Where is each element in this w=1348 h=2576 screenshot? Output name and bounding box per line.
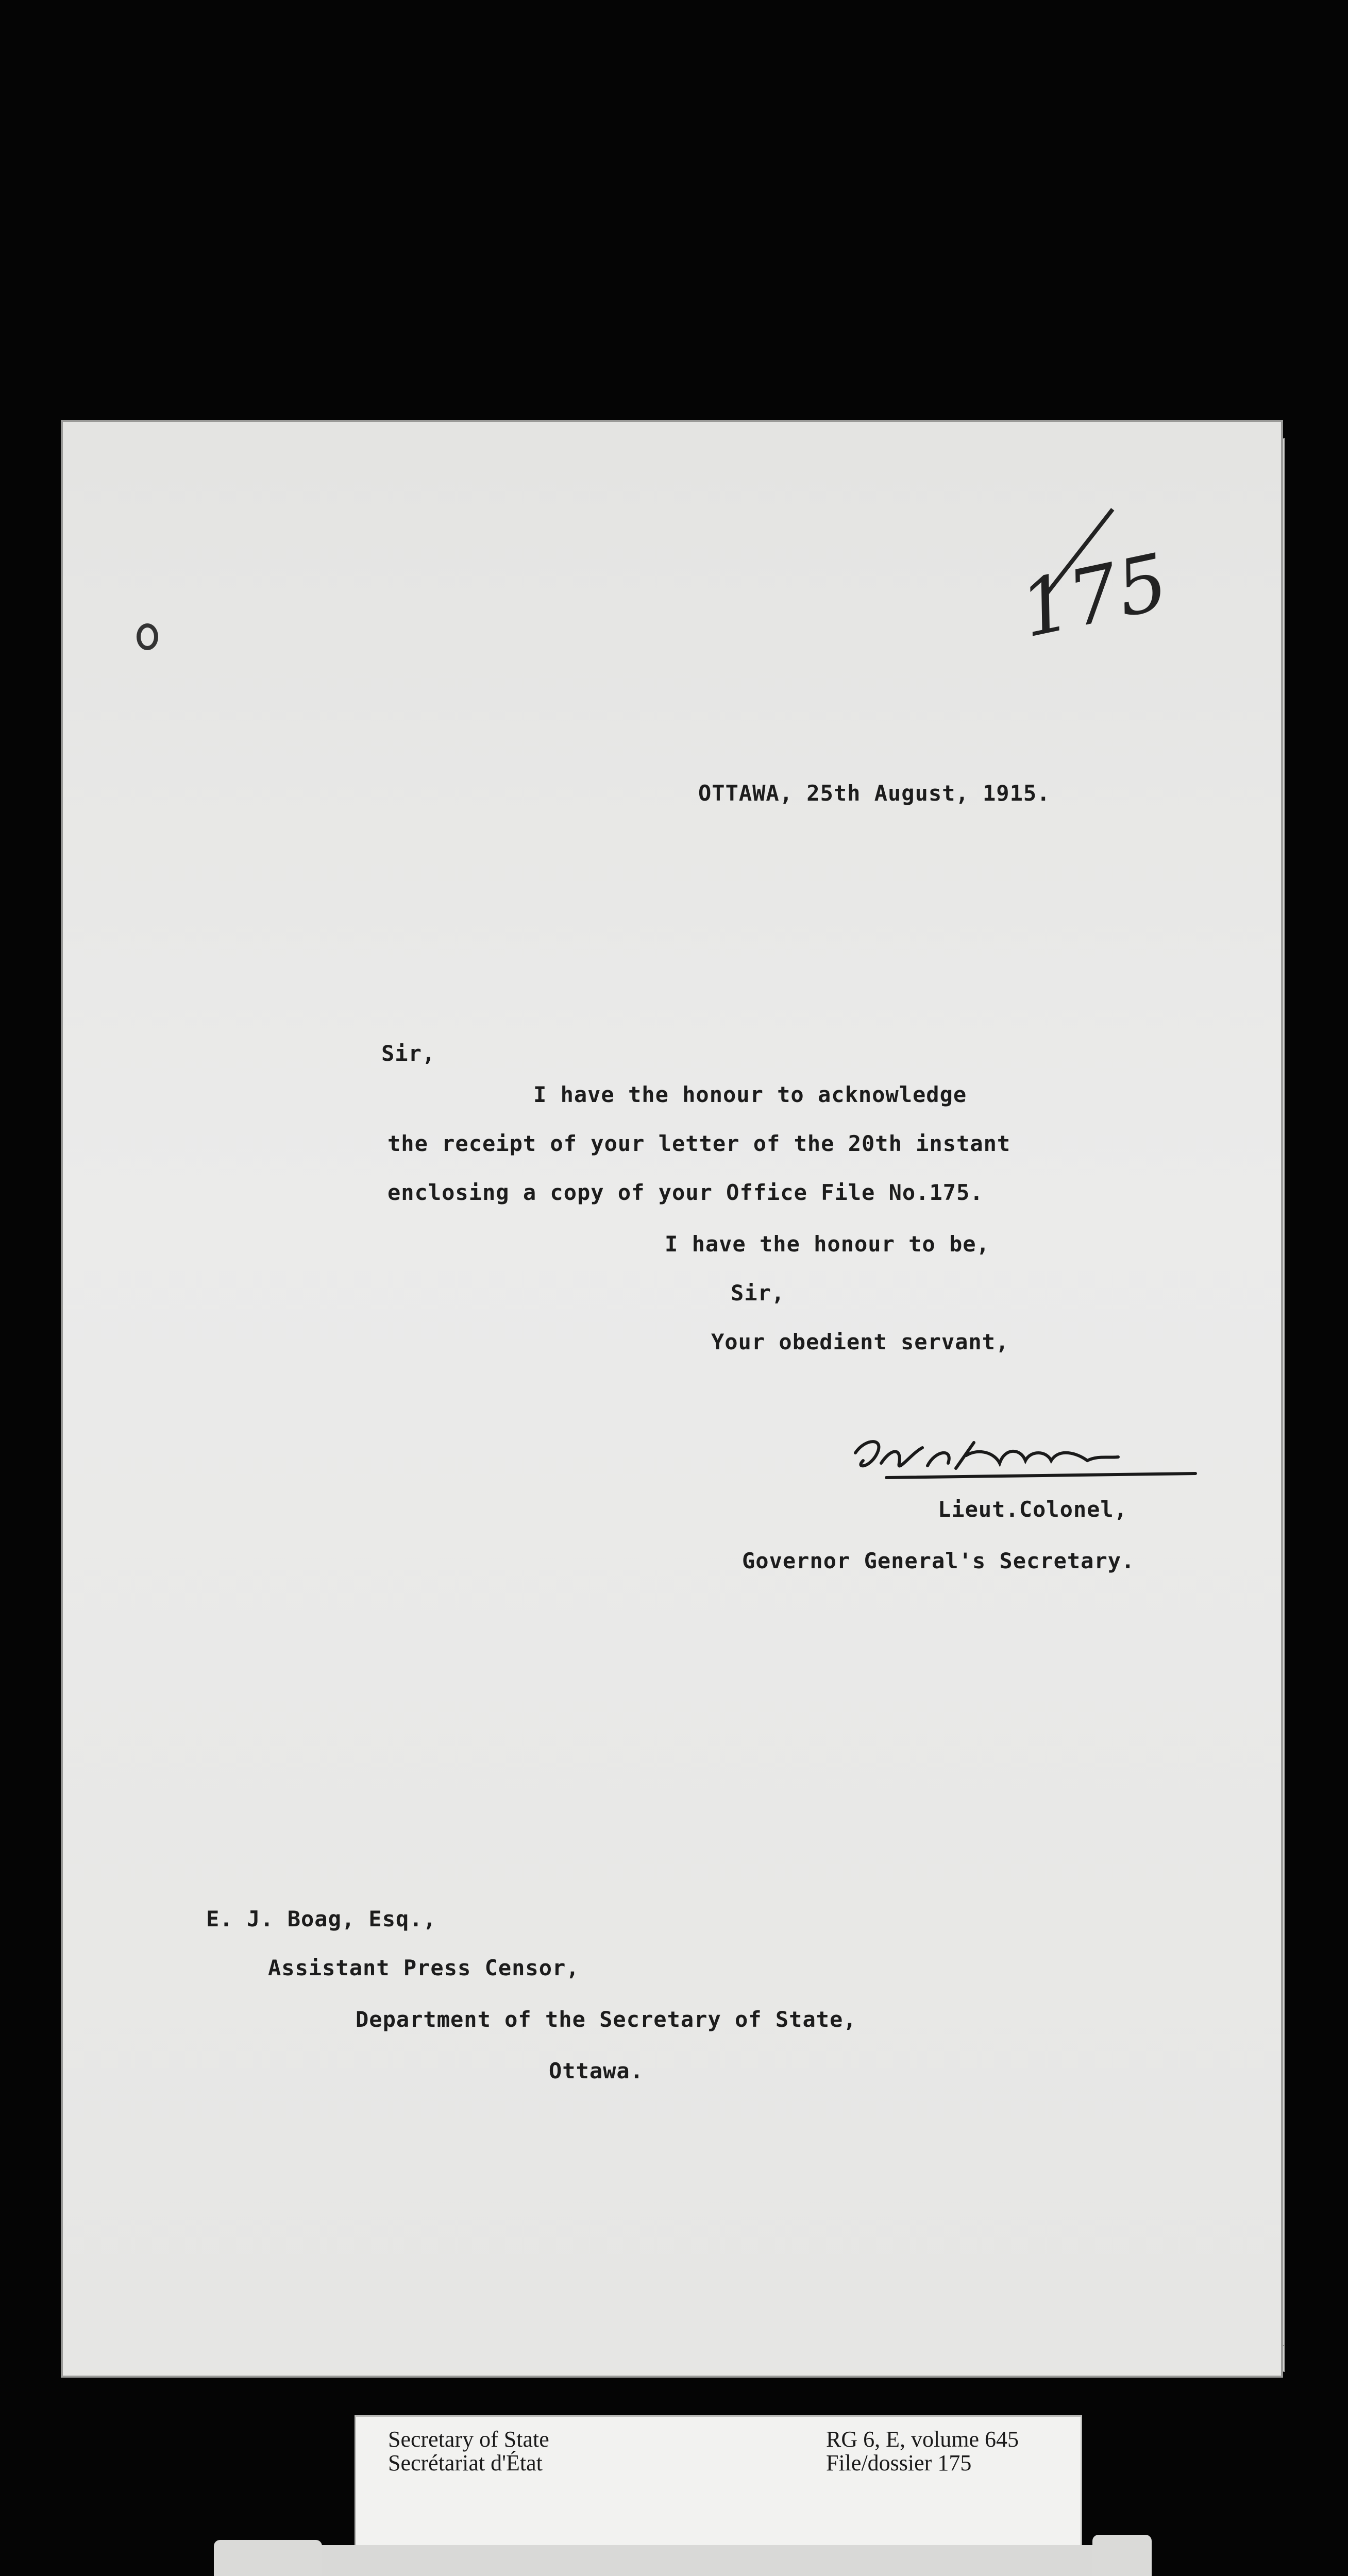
- closing-line-3: Your obedient servant,: [711, 1329, 1009, 1354]
- addressee-line-4: Ottawa.: [549, 2058, 644, 2083]
- stamp-band: [214, 2545, 1147, 2576]
- punch-hole: [137, 623, 158, 650]
- salutation: Sir,: [381, 1041, 436, 1066]
- body-line-1: I have the honour to acknowledge: [533, 1082, 967, 1107]
- label-department-en: Secretary of State: [388, 2427, 549, 2452]
- addressee-line-3: Department of the Secretary of State,: [356, 2007, 857, 2032]
- signature-image: [845, 1432, 1201, 1489]
- label-file: File/dossier 175: [826, 2450, 972, 2476]
- date-line: OTTAWA, 25th August, 1915.: [698, 781, 1051, 806]
- signatory-title: Governor General's Secretary.: [742, 1548, 1135, 1573]
- addressee-line-2: Assistant Press Censor,: [268, 1955, 580, 1980]
- closing-line-2: Sir,: [731, 1280, 785, 1306]
- label-reference: RG 6, E, volume 645: [826, 2427, 1019, 2452]
- label-department-fr: Secrétariat d'État: [388, 2450, 543, 2476]
- stamp-band-left-tab: [214, 2540, 322, 2576]
- signatory-rank: Lieut.Colonel,: [938, 1497, 1128, 1522]
- body-line-3: enclosing a copy of your Office File No.175.: [387, 1180, 984, 1205]
- body-line-2: the receipt of your letter of the 20th instant: [387, 1131, 1011, 1156]
- closing-line-1: I have the honour to be,: [665, 1231, 990, 1257]
- stamp-band-right-tab: [1092, 2535, 1152, 2576]
- letter-page: [61, 420, 1283, 2378]
- addressee-line-1: E. J. Boag, Esq.,: [206, 1906, 436, 1931]
- folio-number: 175: [1013, 537, 1176, 655]
